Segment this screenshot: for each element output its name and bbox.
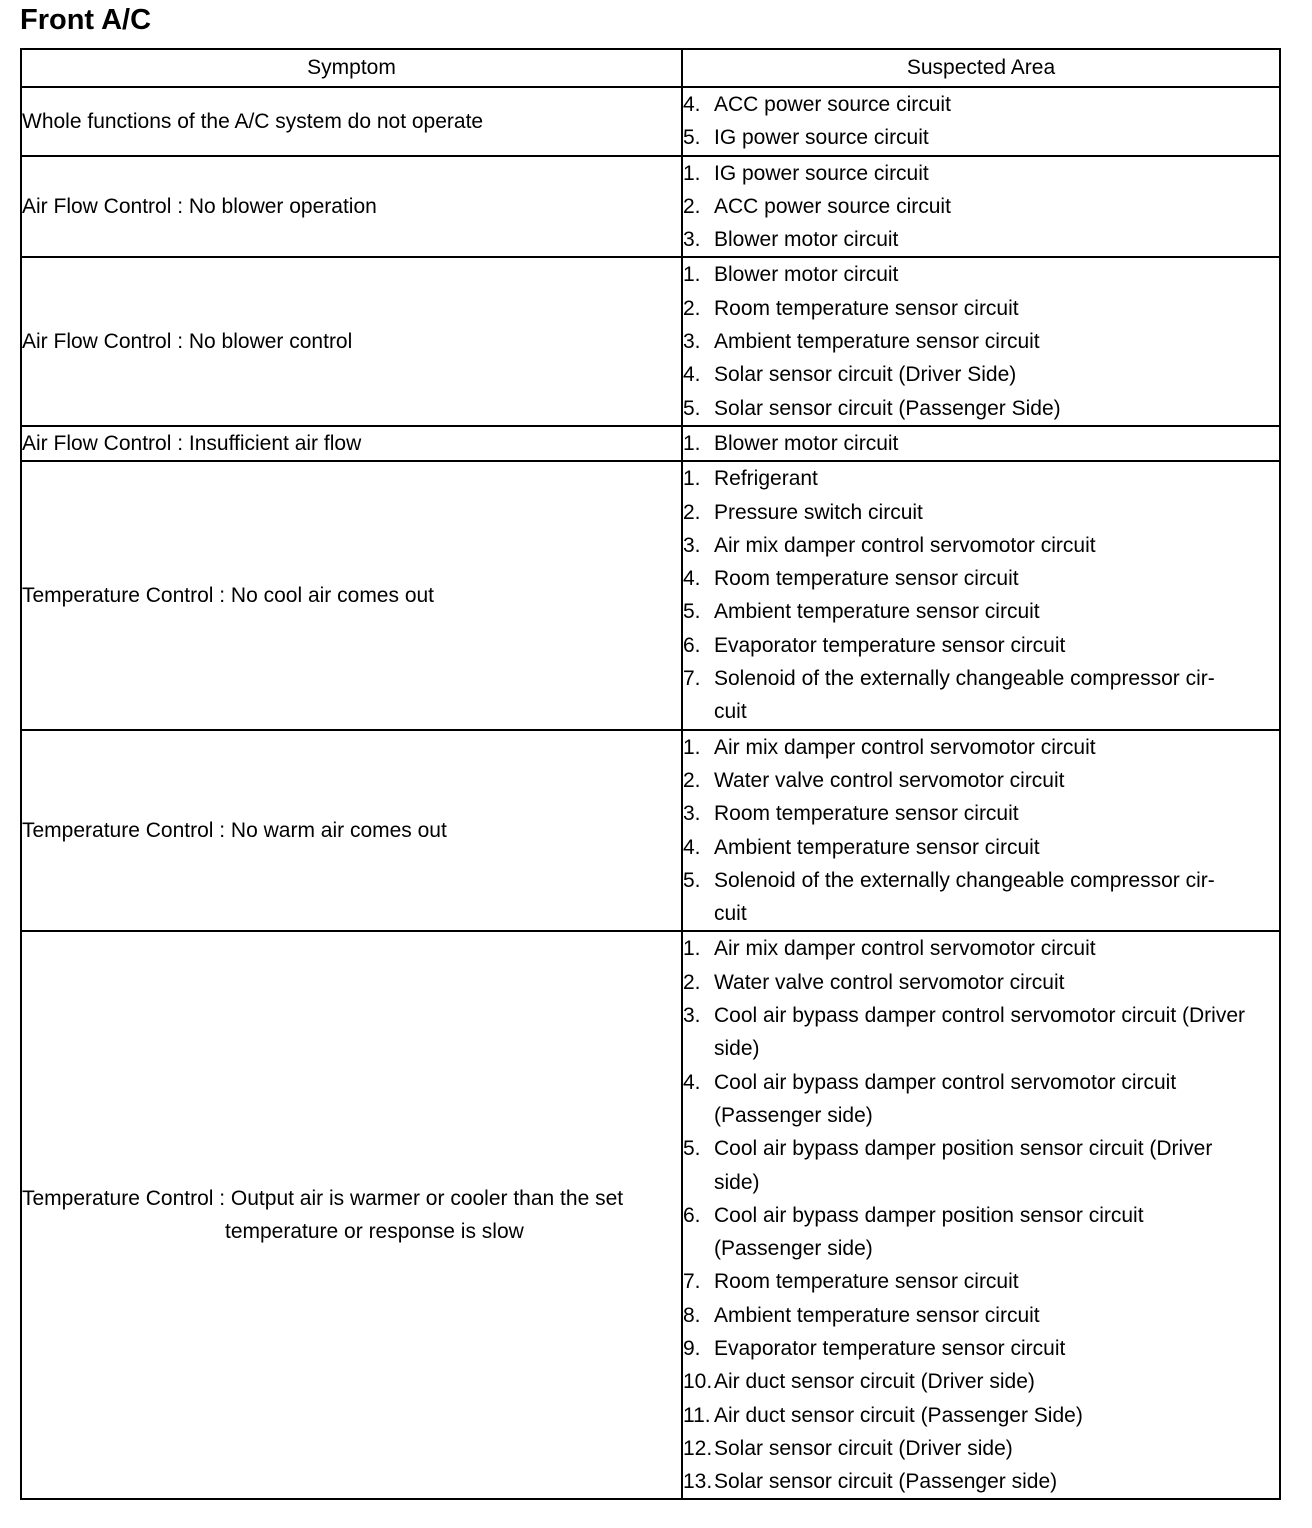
symptom-cell xyxy=(21,461,682,729)
symptom-cell xyxy=(21,87,682,156)
list-item-number: 1. xyxy=(683,467,701,491)
list-item-number: 2. xyxy=(683,296,701,320)
list-item xyxy=(683,831,1279,864)
symptom-text: Air Flow Control : Insufficient air flow xyxy=(22,431,362,455)
list-item-text: Room temperature sensor circuit xyxy=(714,802,1019,826)
list-item-text: ACC power source circuit xyxy=(714,93,951,116)
list-item xyxy=(683,1332,1279,1365)
list-item xyxy=(683,325,1279,358)
list-item-number: 5. xyxy=(683,396,701,420)
list-item xyxy=(683,496,1279,529)
list-item xyxy=(683,529,1279,562)
symptom-cell xyxy=(21,156,682,258)
suspected-area-cell xyxy=(682,730,1280,932)
list-item-number: 12. xyxy=(683,1436,713,1460)
list-item-number: 6. xyxy=(683,1203,701,1227)
list-item xyxy=(683,999,1279,1066)
list-item-text: Cool air bypass damper control servomotor circuit (Driver side) xyxy=(714,1004,1245,1061)
problem-symptoms-table xyxy=(20,48,1281,1500)
list-item xyxy=(683,1365,1279,1398)
list-item-text: Solar sensor circuit (Driver Side) xyxy=(714,363,1017,387)
symptom-text: Temperature Control : Output air is warmer or cooler than the set xyxy=(22,1187,624,1211)
list-item-text: Ambient temperature sensor circuit xyxy=(714,1303,1040,1327)
suspected-area-list xyxy=(683,731,1279,931)
page-title: Front A/C xyxy=(20,4,152,36)
table-row xyxy=(21,87,1280,156)
table-row xyxy=(21,426,1280,461)
column-header-suspected-area: Suspected Area xyxy=(682,49,1280,87)
list-item xyxy=(683,932,1279,965)
list-item xyxy=(683,562,1279,595)
table-row xyxy=(21,730,1280,932)
list-item-text: Air duct sensor circuit (Driver side) xyxy=(714,1370,1035,1394)
list-item xyxy=(683,1066,1279,1133)
list-item-text: Cool air bypass damper position sensor circuit (Driver side) xyxy=(714,1137,1213,1194)
table-body xyxy=(21,87,1280,1499)
list-item-text: Ambient temperature sensor circuit xyxy=(714,600,1040,624)
suspected-area-list xyxy=(683,462,1279,728)
list-item-number: 4. xyxy=(683,363,701,387)
list-item-text: Ambient temperature sensor circuit xyxy=(714,835,1040,859)
list-item xyxy=(683,121,1279,154)
symptom-cell xyxy=(21,730,682,932)
list-item xyxy=(683,1265,1279,1298)
suspected-area-list xyxy=(683,157,1279,257)
list-item-text: Evaporator temperature sensor circuit xyxy=(714,1336,1066,1360)
list-item xyxy=(683,157,1279,190)
list-item-number: 5. xyxy=(683,600,701,624)
list-item-number: 2. xyxy=(683,500,701,524)
list-item-text: Solenoid of the externally changeable compressor cir- cuit xyxy=(714,868,1215,926)
list-item xyxy=(683,1132,1279,1199)
suspected-area-cell xyxy=(682,931,1280,1499)
list-item xyxy=(683,427,1279,460)
list-item xyxy=(683,595,1279,628)
list-item xyxy=(683,1399,1279,1432)
table-row xyxy=(21,257,1280,425)
list-item-number: 1. xyxy=(683,937,701,961)
suspected-area-cell xyxy=(682,156,1280,258)
list-item-text: Cool air bypass damper control servomotor circuit (Passenger side) xyxy=(714,1070,1177,1127)
list-item-number: 3. xyxy=(683,228,701,252)
list-item-number: 3. xyxy=(683,1004,701,1028)
list-item-number: 11. xyxy=(683,1403,711,1427)
list-item-text: Blower motor circuit xyxy=(714,263,899,287)
table-row xyxy=(21,156,1280,258)
list-item-text: Air mix damper control servomotor circuit xyxy=(714,735,1096,759)
list-item-text: ACC power source circuit xyxy=(714,194,951,218)
list-item-text: Cool air bypass damper position sensor circuit (Passenger side) xyxy=(714,1203,1144,1261)
symptom-text: Whole functions of the A/C system do not operate xyxy=(22,109,484,133)
symptom-cell xyxy=(21,426,682,461)
symptom-text: Temperature Control : No warm air comes out xyxy=(22,818,447,842)
list-item-number: 3. xyxy=(683,330,701,354)
list-item-number: 5. xyxy=(683,126,701,150)
suspected-area-cell xyxy=(682,87,1280,156)
list-item xyxy=(683,392,1279,425)
list-item-number: 2. xyxy=(683,768,701,792)
list-item-text: Room temperature sensor circuit xyxy=(714,1270,1019,1294)
list-item xyxy=(683,223,1279,256)
list-item-text: IG power source circuit xyxy=(714,161,929,185)
table-row xyxy=(21,461,1280,729)
table-row xyxy=(21,931,1280,1499)
list-item-number: 2. xyxy=(683,194,701,218)
list-item-text: Refrigerant xyxy=(714,467,818,491)
list-item-number: 4. xyxy=(683,835,701,859)
suspected-area-list xyxy=(683,932,1279,1498)
list-item xyxy=(683,258,1279,291)
list-item-number: 4. xyxy=(683,93,701,116)
symptom-cell xyxy=(21,931,682,1499)
symptom-text: Temperature Control : No cool air comes out xyxy=(22,583,435,607)
list-item xyxy=(683,797,1279,830)
list-item-number: 1. xyxy=(683,263,701,287)
list-item-number: 6. xyxy=(683,633,701,657)
list-item xyxy=(683,190,1279,223)
list-item xyxy=(683,864,1279,931)
suspected-area-list xyxy=(683,258,1279,424)
list-item-text: IG power source circuit xyxy=(714,126,929,150)
list-item-number: 3. xyxy=(683,533,701,557)
list-item xyxy=(683,629,1279,662)
list-item-number: 3. xyxy=(683,802,701,826)
list-item xyxy=(683,731,1279,764)
list-item-number: 7. xyxy=(683,667,701,691)
list-item-text: Air duct sensor circuit (Passenger Side) xyxy=(714,1403,1083,1427)
list-item xyxy=(683,462,1279,495)
list-item xyxy=(683,764,1279,797)
list-item xyxy=(683,1299,1279,1332)
column-header-symptom: Symptom xyxy=(21,49,682,87)
list-item-number: 5. xyxy=(683,868,701,892)
list-item-number: 1. xyxy=(683,735,701,759)
list-item xyxy=(683,88,1279,121)
list-item-text: Air mix damper control servomotor circuit xyxy=(714,533,1096,557)
symptom-text: Air Flow Control : No blower operation xyxy=(22,194,377,218)
suspected-area-list xyxy=(683,88,1279,155)
suspected-area-cell xyxy=(682,426,1280,461)
list-item-text: Room temperature sensor circuit xyxy=(714,567,1019,591)
list-item-number: 9. xyxy=(683,1336,701,1360)
list-item-text: Solar sensor circuit (Passenger side) xyxy=(714,1470,1058,1494)
list-item-text: Air mix damper control servomotor circuit xyxy=(714,937,1096,961)
list-item xyxy=(683,1199,1279,1266)
symptom-text-continued: temperature or response is slow xyxy=(225,1220,524,1244)
list-item-text: Evaporator temperature sensor circuit xyxy=(714,633,1066,657)
list-item-text: Solenoid of the externally changeable compressor cir- cuit xyxy=(714,667,1215,724)
list-item-number: 4. xyxy=(683,567,701,591)
list-item-number: 10. xyxy=(683,1370,713,1394)
list-item-number: 1. xyxy=(683,431,701,455)
list-item-text: Solar sensor circuit (Passenger Side) xyxy=(714,396,1061,420)
list-item-text: Water valve control servomotor circuit xyxy=(714,768,1065,792)
list-item-number: 7. xyxy=(683,1270,701,1294)
symptom-cell xyxy=(21,257,682,425)
list-item-text: Blower motor circuit xyxy=(714,431,899,455)
list-item-number: 2. xyxy=(683,970,701,994)
list-item-text: Solar sensor circuit (Driver side) xyxy=(714,1436,1013,1460)
list-item-text: Pressure switch circuit xyxy=(714,500,923,524)
list-item-text: Room temperature sensor circuit xyxy=(714,296,1019,320)
symptom-text: Air Flow Control : No blower control xyxy=(22,330,353,354)
list-item-number: 4. xyxy=(683,1070,701,1094)
list-item-text: Ambient temperature sensor circuit xyxy=(714,330,1040,354)
list-item-text: Blower motor circuit xyxy=(714,228,899,252)
list-item-number: 1. xyxy=(683,161,701,185)
list-item xyxy=(683,358,1279,391)
list-item xyxy=(683,1432,1279,1465)
list-item xyxy=(683,966,1279,999)
list-item-number: 13. xyxy=(683,1470,713,1494)
table-header-row xyxy=(21,49,1280,87)
list-item xyxy=(683,1465,1279,1498)
list-item xyxy=(683,662,1279,729)
suspected-area-list xyxy=(683,427,1279,460)
list-item-number: 8. xyxy=(683,1303,701,1327)
list-item xyxy=(683,292,1279,325)
list-item-text: Water valve control servomotor circuit xyxy=(714,970,1065,994)
suspected-area-cell xyxy=(682,461,1280,729)
suspected-area-cell xyxy=(682,257,1280,425)
list-item-number: 5. xyxy=(683,1137,701,1161)
